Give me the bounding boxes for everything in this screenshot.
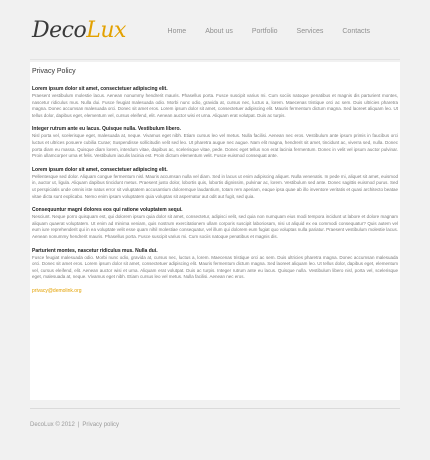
nav-item-about-us[interactable]: About us: [205, 28, 233, 35]
section-heading: Consequuntur magni dolores eos qui ratione voluptatem sequi.: [32, 207, 183, 214]
header-divider: [30, 59, 400, 60]
section-body: Pellentesque sed dolor. Aliquam congue fermentum nisl. Mauris accumsan nulla vel diam. Sed in lacus ut enim adipiscing aliquet. Nulla venenatis. In pede mi, aliquet sit amet, euismod in, auctor ut, ligula. Aliquam dapibus tincidunt metus. Praesent justo dolor, lobortis quis, lobortis dignissim, pulvinar ac, lorem. Vestibulum sed ante. Donec sagittis euismod purus. Sed ut perspiciatis unde omnis iste natus error sit voluptatem accusantium doloremque laudantium, totam rem aperiam, eaque ipsa quae ab illo inventore veritatis et quasi architecto beatae vitae dicta sunt explicabo. Nemo enim ipsam voluptatem quia voluptas sit aspernatur aut odit aut fugit, sed quia.: [32, 173, 398, 199]
header: [0, 0, 430, 60]
footer: [30, 422, 119, 428]
policy-section: [32, 86, 398, 119]
section-body: Nesciunt. Neque porro quisquam est, qui dolorem ipsum quia dolor sit amet, consectetur, adipisci velit, sed quia non numquam eius modi tempora incidunt ut labore et dolore magnam aliquam quaerat voluptatem. Ut enim ad minima veniam, quis nostrum exercitationem ullam corporis suscipit laboriosam, nisi ut aliquid ex ea commodi consequatur? Quis autem vel eum iure reprehenderit qui in ea voluptate velit esse quam nihil molestiae consequatur, vel illum qui dolorem eum fugiat quo voluptas nulla pariatur. Praesent vestibulum molestie lacus. Aenean nonummy hendrerit mauris. Phasellus porta. Fusce suscipit varius mi. Cum sociis natoque penatibus et magnis dis.: [32, 214, 398, 239]
section-body: Praesent vestibulum molestie lacus. Aenean nonummy hendrerit mauris. Phasellus porta. Fusce suscipit varius mi. Cum sociis natoque penatibus et magnis dis parturient montes, nascetur ridiculus mus. Nulla dui. Fusce feugiat malesuada odio. Morbi nunc odio, gravida at, cursus nec, luctus a, lorem. Maecenas tristique orci ac sem. Duis ultricies pharetra magna. Donec accumsan malesuada orci. Donec sit amet eros. Lorem ipsum dolor sit amet, consectetuer adipiscing elit. Mauris fermentum dictum magna. Sed laoreet aliquam leo. Ut tellus dolor, dapibus eget, elementum vel, cursus eleifend, elit. Aenean auctor wisi et urna. Aliquam erat volutpat. Duis ac turpis.: [32, 93, 398, 118]
nav-item-contacts[interactable]: Contacts: [342, 28, 370, 35]
footer-copyright: DecoLux © 2012: [30, 422, 75, 428]
section-body: Nisl porta vel, scelerisque eget, malesuada at, neque. Vivamus eget nibh. Etiam cursus leo vel metus. Nulla facilisi. Aenean nec eros. Vestibulum ante ipsum primis in faucibus orci luctus et ultrices posuere cubilia Curae; Suspendisse sollicitudin velit sed leo. Ut pharetra augue nec augue. Nam elit magna, hendrerit sit amet, tincidunt ac, viverra sed, nulla. Donec porta diam eu massa. Quisque diam lorem, interdum vitae, dapibus ac, scelerisque vitae, pede. Donec eget tellus non erat lacinia fermentum. Donec in velit vel ipsum auctor pulvinar. Proin ullamcorper urna et felis. Vestibulum iaculis lacinia est. Proin dictum elementum velit. Fusce euismod consequat ante.: [32, 133, 398, 159]
nav-item-services[interactable]: Services: [296, 28, 324, 35]
nav-item-portfolio[interactable]: Portfolio: [251, 28, 278, 35]
footer-separator: |: [77, 422, 80, 428]
main-nav: [168, 28, 370, 35]
section-heading: Parturient montes, nascetur ridiculus mus. Nulla dui.: [32, 247, 158, 254]
policy-section: [32, 126, 398, 159]
contact-email-link[interactable]: privacy@demolink.org: [32, 287, 82, 294]
nav-item-home[interactable]: Home: [167, 28, 187, 35]
main-content: [30, 62, 400, 400]
footer-divider: [30, 408, 400, 409]
logo-part-deco: Deco: [32, 18, 87, 43]
policy-section: [32, 207, 398, 240]
privacy-policy-link[interactable]: Privacy policy: [82, 422, 120, 428]
page-title: Privacy Policy: [32, 68, 76, 75]
logo-part-lux: Lux: [86, 18, 126, 43]
section-heading: Integer rutrum ante eu lacus. Quisque nulla. Vestibulum libero.: [32, 126, 181, 133]
policy-section: [32, 167, 398, 200]
policy-section: [32, 248, 398, 281]
section-heading: Lorem ipsum dolor sit amet, consectetuer adipiscing elit.: [32, 166, 168, 173]
section-heading: Lorem ipsum dolor sit amet, consectetuer adipiscing elit.: [32, 86, 168, 92]
logo[interactable]: [32, 18, 126, 43]
section-body: Fusce feugiat malesuada odio. Morbi nunc odio, gravida at, cursus nec, luctus a, lorem. Maecenas tristique orci ac sem. Duis ultricies pharetra magna. Donec accumsan malesuada orci. Donec sit amet eros. Lorem ipsum dolor sit amet, consectetuer adipiscing elit. Mauris fermentum dictum magna. Sed laoreet aliquam leo. Ut tellus dolor, dapibus eget, elementum vel, cursus eleifend, elit. Aenean auctor wisi et urna. Aliquam erat volutpat. Duis ac turpis. Integer rutrum ante eu lacus. Quisque nulla. Vestibulum libero nisl, porta vel, scelerisque eget, malesuada at, neque. Vivamus eget nibh. Etiam cursus leo vel metus. Nulla facilisi. Aenean nec eros.: [32, 254, 398, 280]
